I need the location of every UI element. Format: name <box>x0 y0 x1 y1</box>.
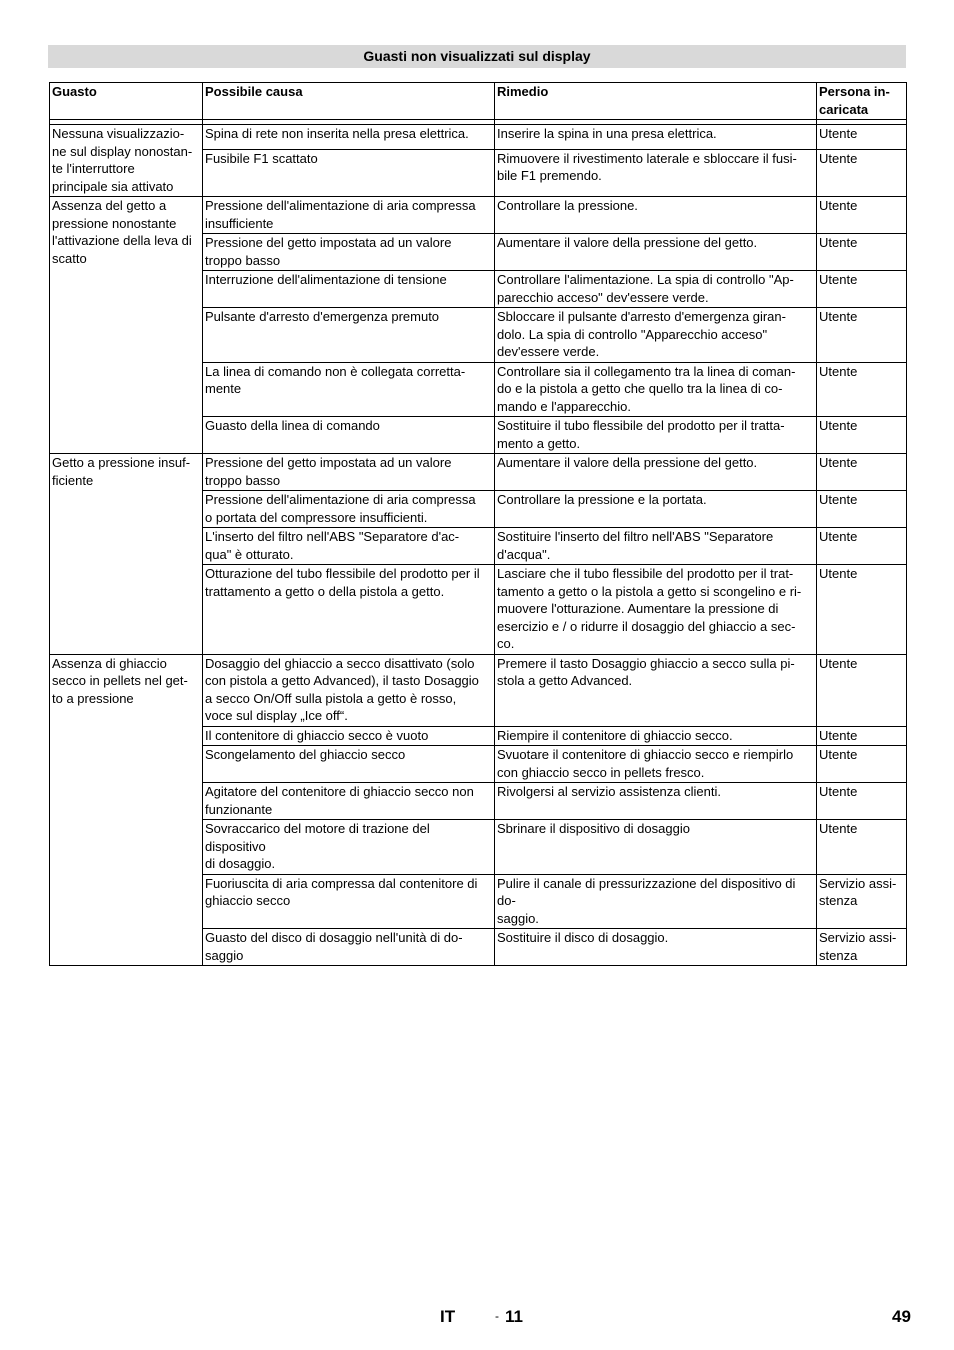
remedy-cell <box>495 454 817 491</box>
cause-cell <box>203 125 495 150</box>
cause-cell <box>203 726 495 746</box>
person-cell <box>817 565 907 655</box>
cause-text: Otturazione del tubo flessibile del prodotto per il <box>205 566 480 581</box>
remedy-cell <box>495 565 817 655</box>
remedy-cell <box>495 874 817 929</box>
remedy-text: Controllare la pressione e la portata. <box>497 492 707 507</box>
table-header-row <box>50 83 907 120</box>
fault-text: scatto <box>52 250 87 266</box>
remedy-text: Sbrinare il dispositivo di dosaggio <box>497 821 690 836</box>
fault-text: secco in pellets nel get- <box>52 673 188 688</box>
remedy-text: muovere l'otturazione. Aumentare la pressione di <box>497 601 779 616</box>
cause-text: Fuoriuscita di aria compressa dal contenitore di <box>205 875 478 891</box>
person-cell <box>817 528 907 565</box>
table-row <box>50 654 907 726</box>
remedy-text: Sostituire l'inserto del filtro nell'ABS "Separatore <box>497 529 774 544</box>
cause-text: Guasto del disco di dosaggio nell'unità di do- <box>205 930 463 945</box>
remedy-text: Sostituire il tubo flessibile del prodotto per il tratta- <box>497 418 785 433</box>
cause-text: o portata del compressore insufficienti. <box>205 509 428 525</box>
table-row <box>50 454 907 491</box>
remedy-text: con ghiaccio secco in pellets fresco. <box>497 764 705 780</box>
fault-cell <box>50 454 203 655</box>
remedy-cell <box>495 726 817 746</box>
header-rimedio: Rimedio <box>495 83 817 120</box>
cause-cell <box>203 271 495 308</box>
remedy-cell <box>495 362 817 417</box>
person-cell <box>817 454 907 491</box>
table-row <box>50 125 907 150</box>
person-text: Utente <box>819 727 858 743</box>
remedy-cell <box>495 125 817 150</box>
remedy-text: Aumentare il valore della pressione del getto. <box>497 235 758 250</box>
person-text: Utente <box>819 821 858 836</box>
fault-text: Getto a pressione insuf- <box>52 455 191 470</box>
remedy-text: Rimuovere il rivestimento laterale e sbloccare il fusi- <box>497 150 797 166</box>
remedy-text: tamento a getto o la pistola a getto si scongelino e ri- <box>497 583 802 599</box>
header-persona-incaricata <box>817 83 907 120</box>
person-text: Utente <box>819 126 858 141</box>
remedy-cell <box>495 149 817 196</box>
cause-text: Guasto della linea di comando <box>205 418 380 433</box>
cause-cell <box>203 362 495 417</box>
remedy-cell <box>495 783 817 820</box>
remedy-text: Inserire la spina in una presa elettrica. <box>497 126 717 141</box>
footer-page-number: 49 <box>892 1307 911 1326</box>
person-text: Utente <box>819 655 858 671</box>
cause-text: trattamento a getto o della pistola a getto. <box>205 583 445 599</box>
person-cell <box>817 234 907 271</box>
cause-text: funzionante <box>205 801 273 817</box>
cause-cell <box>203 929 495 966</box>
remedy-text: Aumentare il valore della pressione del getto. <box>497 455 758 470</box>
cause-text: insufficiente <box>205 215 274 231</box>
cause-text: troppo basso <box>205 252 281 268</box>
cause-text: voce sul display „Ice off“. <box>205 708 348 723</box>
person-cell <box>817 149 907 196</box>
footer-dash: - <box>495 1309 499 1323</box>
section-title: Guasti non visualizzati sul display <box>48 45 906 68</box>
person-cell <box>817 308 907 363</box>
cause-text: Il contenitore di ghiaccio secco è vuoto <box>205 727 429 743</box>
cause-cell <box>203 417 495 454</box>
remedy-cell <box>495 820 817 875</box>
remedy-text: Svuotare il contenitore di ghiaccio secco e riempirlo <box>497 747 794 762</box>
cause-cell <box>203 197 495 234</box>
header-persona-line: caricata <box>819 101 869 117</box>
cause-text: qua" è otturato. <box>205 546 294 562</box>
person-cell <box>817 417 907 454</box>
person-text: Utente <box>819 455 858 470</box>
person-text: stenza <box>819 947 858 963</box>
person-text: Servizio assi- <box>819 875 897 891</box>
cause-text: Dosaggio del ghiaccio a secco disattivato (solo <box>205 655 475 671</box>
remedy-text: Riempire il contenitore di ghiaccio secco. <box>497 727 733 743</box>
remedy-cell <box>495 654 817 726</box>
header-possibile-causa: Possibile causa <box>203 83 495 120</box>
remedy-text: Premere il tasto Dosaggio ghiaccio a secco sulla pi- <box>497 655 795 671</box>
fault-cell <box>50 654 203 966</box>
fault-table <box>49 82 907 966</box>
cause-text: mente <box>205 381 242 396</box>
remedy-text: Sostituire il disco di dosaggio. <box>497 930 669 945</box>
table-body <box>50 120 907 966</box>
header-guasto: Guasto <box>50 83 203 120</box>
person-cell <box>817 197 907 234</box>
remedy-text: esercizio e / o ridurre il dosaggio del ghiaccio a sec- <box>497 618 796 634</box>
remedy-text: dev'essere verde. <box>497 344 600 359</box>
fault-text: ne sul display nonostan- <box>52 143 193 159</box>
person-text: Utente <box>819 566 858 581</box>
person-text: Utente <box>819 309 858 324</box>
remedy-cell <box>495 528 817 565</box>
fault-text: principale sia attivato <box>52 178 174 194</box>
person-cell <box>817 654 907 726</box>
cause-cell <box>203 654 495 726</box>
remedy-cell <box>495 197 817 234</box>
remedy-cell <box>495 491 817 528</box>
person-cell <box>817 929 907 966</box>
remedy-cell <box>495 929 817 966</box>
person-text: Servizio assi- <box>819 930 897 945</box>
remedy-text: Controllare sia il collegamento tra la linea di coman- <box>497 363 796 379</box>
person-cell <box>817 726 907 746</box>
person-text: Utente <box>819 235 858 250</box>
cause-text: Scongelamento del ghiaccio secco <box>205 747 406 762</box>
person-cell <box>817 271 907 308</box>
person-text: Utente <box>819 747 858 762</box>
remedy-text: stola a getto Advanced. <box>497 673 633 688</box>
remedy-text: Controllare l'alimentazione. La spia di controllo "Ap- <box>497 272 794 287</box>
remedy-cell <box>495 234 817 271</box>
remedy-text: mando e l'apparecchio. <box>497 398 632 414</box>
person-cell <box>817 746 907 783</box>
remedy-cell <box>495 308 817 363</box>
cause-cell <box>203 491 495 528</box>
remedy-text: Pulire il canale di pressurizzazione del dispositivo di do- <box>497 875 796 908</box>
cause-text: Interruzione dell'alimentazione di tensione <box>205 272 447 287</box>
cause-text: Pulsante d'arresto d'emergenza premuto <box>205 309 440 324</box>
cause-cell <box>203 528 495 565</box>
remedy-cell <box>495 417 817 454</box>
cause-text: troppo basso <box>205 472 281 488</box>
person-cell <box>817 362 907 417</box>
remedy-text: dolo. La spia di controllo "Apparecchio acceso" <box>497 326 768 342</box>
remedy-text: do e la pistola a getto che quello tra la linea di co- <box>497 381 783 396</box>
cause-cell <box>203 783 495 820</box>
table-row <box>50 197 907 234</box>
cause-text: Pressione dell'alimentazione di aria compressa <box>205 492 476 507</box>
person-text: Utente <box>819 363 858 379</box>
person-text: Utente <box>819 418 858 433</box>
cause-text: saggio <box>205 947 244 963</box>
remedy-text: Sbloccare il pulsante d'arresto d'emergenza giran- <box>497 309 786 324</box>
fault-text: ficiente <box>52 472 94 488</box>
person-text: stenza <box>819 893 858 908</box>
cause-text: Sovraccarico del motore di trazione del dispositivo <box>205 821 430 854</box>
remedy-text: d'acqua". <box>497 546 551 562</box>
footer-language: IT <box>440 1307 456 1326</box>
fault-text: te l'interruttore <box>52 161 135 176</box>
cause-cell <box>203 565 495 655</box>
remedy-cell <box>495 271 817 308</box>
cause-text: a secco On/Off sulla pistola a getto è rosso, <box>205 690 457 706</box>
fault-cell <box>50 125 203 197</box>
person-text: Utente <box>819 529 858 544</box>
cause-text: Agitatore del contenitore di ghiaccio secco non <box>205 784 474 799</box>
remedy-text: co. <box>497 636 515 651</box>
remedy-text: saggio. <box>497 910 539 926</box>
cause-text: La linea di comando non è collegata corretta- <box>205 363 466 379</box>
cause-cell <box>203 454 495 491</box>
remedy-text: Lasciare che il tubo flessibile del prodotto per il trat- <box>497 566 794 581</box>
person-text: Utente <box>819 492 858 507</box>
cause-text: Pressione dell'alimentazione di aria compressa <box>205 198 476 213</box>
cause-text: L'inserto del filtro nell'ABS "Separatore d'ac- <box>205 529 460 544</box>
cause-text: di dosaggio. <box>205 856 276 871</box>
remedy-text: mento a getto. <box>497 435 581 451</box>
cause-text: Spina di rete non inserita nella presa elettrica. <box>205 126 469 141</box>
fault-text: Assenza del getto a <box>52 198 167 213</box>
fault-text: l'attivazione della leva di <box>52 233 192 248</box>
fault-text: Nessuna visualizzazio- <box>52 126 185 141</box>
remedy-text: bile F1 premendo. <box>497 168 602 184</box>
person-text: Utente <box>819 198 858 213</box>
cause-text: ghiaccio secco <box>205 893 291 908</box>
cause-text: Pressione del getto impostata ad un valore <box>205 455 452 470</box>
remedy-text: parecchio acceso" dev'essere verde. <box>497 289 709 305</box>
fault-text: Assenza di ghiaccio <box>52 655 167 671</box>
cause-cell <box>203 874 495 929</box>
fault-text: to a pressione <box>52 690 134 706</box>
person-cell <box>817 820 907 875</box>
person-cell <box>817 874 907 929</box>
person-cell <box>817 125 907 150</box>
person-text: Utente <box>819 272 858 287</box>
cause-cell <box>203 308 495 363</box>
person-cell <box>817 783 907 820</box>
cause-cell <box>203 746 495 783</box>
person-text: Utente <box>819 784 858 799</box>
cause-cell <box>203 149 495 196</box>
fault-cell <box>50 197 203 454</box>
cause-text: Pressione del getto impostata ad un valore <box>205 235 452 250</box>
remedy-text: Rivolgersi al servizio assistenza clienti. <box>497 784 721 799</box>
person-cell <box>817 491 907 528</box>
header-persona-line: Persona in- <box>819 84 890 99</box>
cause-cell <box>203 820 495 875</box>
fault-text: pressione nonostante <box>52 215 177 231</box>
cause-text: Fusibile F1 scattato <box>205 150 318 166</box>
person-text: Utente <box>819 150 858 166</box>
cause-text: con pistola a getto Advanced), il tasto Dosaggio <box>205 673 479 688</box>
remedy-text: Controllare la pressione. <box>497 198 638 213</box>
footer-section-number: 11 <box>505 1307 523 1326</box>
remedy-cell <box>495 746 817 783</box>
cause-cell <box>203 234 495 271</box>
